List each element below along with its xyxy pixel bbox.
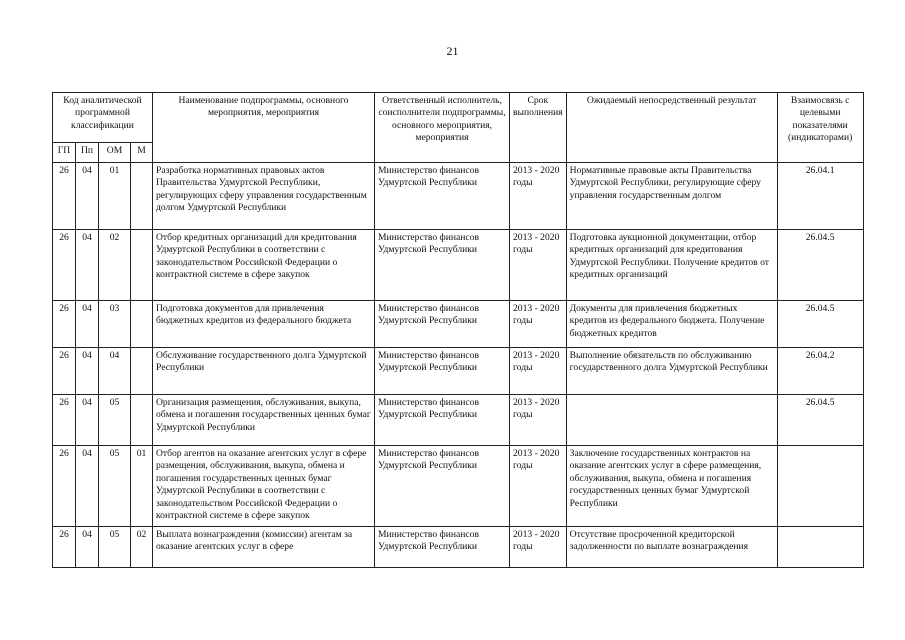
cell-m [131, 163, 153, 230]
cell-expected-result: Подготовка аукционной документации, отбор кредитных организаций для кредитования Удмуртской Республики. Получение кредитов от кредитных организаций [566, 230, 777, 301]
cell-gp: 26 [53, 527, 76, 568]
cell-executor: Министерство финансов Удмуртской Республики [375, 527, 510, 568]
cell-om: 05 [99, 395, 131, 446]
cell-indicator [777, 527, 863, 568]
table-row [53, 230, 864, 301]
cell-activity-name: Организация размещения, обслуживания, выкупа, обмена и погашения государственных ценных бумаг Удмуртской Республики [153, 395, 375, 446]
cell-activity-name: Разработка нормативных правовых актов Правительства Удмуртской Республики, регулирующих сферу управления государственным долгом Удмуртской Республики [153, 163, 375, 230]
header-code-gp: ГП [53, 143, 76, 163]
cell-gp: 26 [53, 230, 76, 301]
cell-term: 2013 - 2020 годы [510, 395, 567, 446]
cell-activity-name: Выплата вознаграждения (комиссии) агентам за оказание агентских услуг в сфере [153, 527, 375, 568]
cell-activity-name: Отбор агентов на оказание агентских услуг в сфере размещения, обслуживания, выкупа, обмена и погашения государственных ценных бумаг Удмуртской Республики в соответствии с законодательством Российской Федерации о контрактной системе в сфере закупок [153, 446, 375, 527]
table-row [53, 301, 864, 348]
cell-indicator: 26.04.5 [777, 395, 863, 446]
cell-executor: Министерство финансов Удмуртской Республики [375, 230, 510, 301]
cell-executor: Министерство финансов Удмуртской Республики [375, 163, 510, 230]
cell-gp: 26 [53, 301, 76, 348]
header-code-m: М [131, 143, 153, 163]
header-executor: Ответственный исполнитель, соисполнители подпрограммы, основного мероприятия, мероприятия [375, 93, 510, 163]
cell-gp: 26 [53, 163, 76, 230]
cell-indicator [777, 446, 863, 527]
header-expected-result: Ожидаемый непосредственный результат [566, 93, 777, 163]
cell-om: 01 [99, 163, 131, 230]
cell-executor: Министерство финансов Удмуртской Республики [375, 348, 510, 395]
cell-m: 02 [131, 527, 153, 568]
cell-activity-name: Подготовка документов для привлечения бюджетных кредитов из федерального бюджета [153, 301, 375, 348]
table-row [53, 446, 864, 527]
cell-om: 05 [99, 446, 131, 527]
cell-expected-result: Заключение государственных контрактов на оказание агентских услуг в сфере размещения, обслуживания, выкупа, обмена и погашения государственных ценных бумаг Удмуртской Республики [566, 446, 777, 527]
header-code-classification: Код аналитической программной классификации [53, 93, 153, 143]
cell-term: 2013 - 2020 годы [510, 163, 567, 230]
table-row [53, 527, 864, 568]
table-header-row [53, 93, 864, 143]
cell-term: 2013 - 2020 годы [510, 301, 567, 348]
cell-expected-result: Выполнение обязательств по обслуживанию государственного долга Удмуртской Республики [566, 348, 777, 395]
cell-expected-result: Отсутствие просроченной кредиторской задолженности по выплате вознаграждения [566, 527, 777, 568]
cell-expected-result: Документы для привлечения бюджетных кредитов из федерального бюджета. Получение бюджетных кредитов [566, 301, 777, 348]
table-row [53, 163, 864, 230]
cell-m [131, 348, 153, 395]
cell-gp: 26 [53, 348, 76, 395]
cell-gp: 26 [53, 395, 76, 446]
program-activities-table [52, 92, 864, 568]
cell-indicator: 26.04.2 [777, 348, 863, 395]
header-indicators: Взаимосвязь с целевыми показателями (индикаторами) [777, 93, 863, 163]
cell-executor: Министерство финансов Удмуртской Республики [375, 301, 510, 348]
cell-om: 04 [99, 348, 131, 395]
cell-indicator: 26.04.5 [777, 230, 863, 301]
cell-m: 01 [131, 446, 153, 527]
table-row [53, 348, 864, 395]
cell-expected-result [566, 395, 777, 446]
cell-m [131, 230, 153, 301]
cell-gp: 26 [53, 446, 76, 527]
header-code-pp: Пп [76, 143, 99, 163]
cell-activity-name: Обслуживание государственного долга Удмуртской Республики [153, 348, 375, 395]
cell-indicator: 26.04.1 [777, 163, 863, 230]
cell-term: 2013 - 2020 годы [510, 230, 567, 301]
cell-activity-name: Отбор кредитных организаций для кредитования Удмуртской Республики в соответствии с законодательством Российской Федерации о контрактной системе в сфере закупок [153, 230, 375, 301]
cell-pp: 04 [76, 446, 99, 527]
cell-pp: 04 [76, 163, 99, 230]
cell-term: 2013 - 2020 годы [510, 527, 567, 568]
cell-pp: 04 [76, 527, 99, 568]
cell-om: 05 [99, 527, 131, 568]
header-code-om: ОМ [99, 143, 131, 163]
cell-executor: Министерство финансов Удмуртской Республики [375, 446, 510, 527]
cell-indicator: 26.04.5 [777, 301, 863, 348]
cell-m [131, 395, 153, 446]
cell-m [131, 301, 153, 348]
cell-expected-result: Нормативные правовые акты Правительства Удмуртской Республики, регулирующие сферу управления государственным долгом [566, 163, 777, 230]
cell-pp: 04 [76, 230, 99, 301]
cell-om: 03 [99, 301, 131, 348]
cell-pp: 04 [76, 395, 99, 446]
header-term: Срок выполнения [510, 93, 567, 163]
header-activity-name: Наименование подпрограммы, основного мероприятия, мероприятия [153, 93, 375, 163]
cell-term: 2013 - 2020 годы [510, 446, 567, 527]
cell-executor: Министерство финансов Удмуртской Республики [375, 395, 510, 446]
page-number: 21 [446, 44, 459, 58]
cell-term: 2013 - 2020 годы [510, 348, 567, 395]
cell-pp: 04 [76, 348, 99, 395]
table-row [53, 395, 864, 446]
cell-pp: 04 [76, 301, 99, 348]
cell-om: 02 [99, 230, 131, 301]
